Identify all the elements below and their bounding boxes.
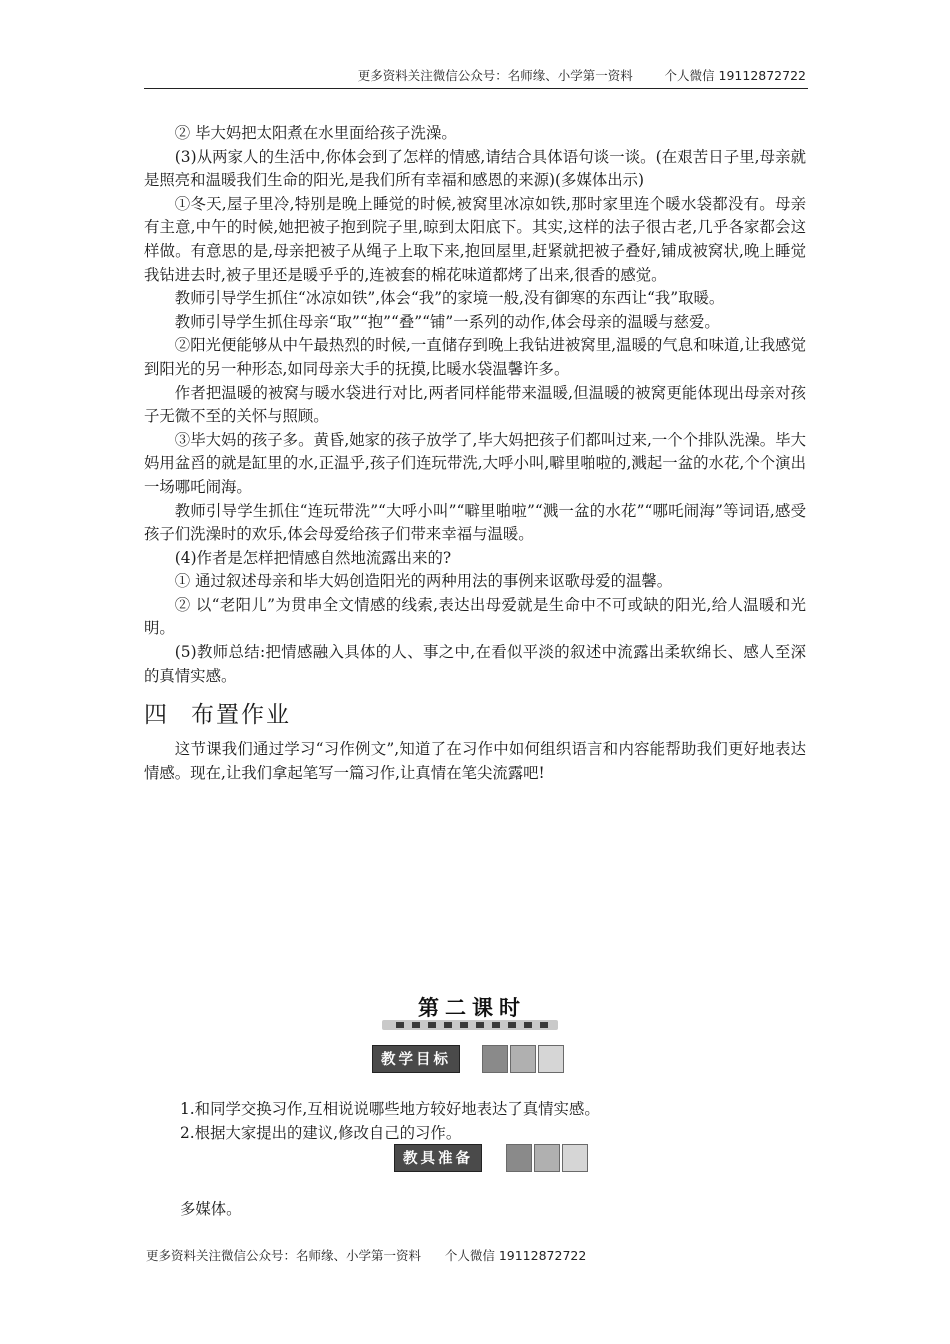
homework-paragraph: 这节课我们通过学习“习作例文”,知道了在习作中如何组织语言和内容能帮助我们更好地表达情感。现在,让我们拿起笔写一篇习作,让真情在笔尖流露吧! [144,740,806,782]
paragraph: (4)作者是怎样把情感自然地流露出来的? [174,548,452,567]
section-number: 四 [144,702,169,729]
paragraph: 作者把温暖的被窝与暖水袋进行对比,两者同样能带来温暖,但温暖的被窝更能体现出母亲对孩子无微不至的关怀与照顾。 [144,383,806,426]
goal-item: 1.和同学交换习作,互相说说哪些地方较好地表达了真情实感。 [180,1100,600,1118]
paragraph: ②阳光便能够从中午最热烈的时候,一直储存到晚上我钻进被窝里,温暖的气息和味道,让我感觉到阳光的另一种形态,如同母亲大手的抚摸,比暖水袋温馨许多。 [144,336,806,378]
lesson-banner [382,992,562,1032]
goals-tag [372,1045,582,1073]
section-heading [144,700,806,730]
paragraph: ① 通过叙述母亲和毕大妈创造阳光的两种用法的事例来讴歌母爱的温馨。 [174,572,673,591]
goals-list [180,1097,600,1145]
tools-tag-label: 教具准备 [394,1144,482,1172]
paragraph: 教师引导学生抓住母亲“取”“抱”“叠”“铺”一系列的动作,体会母亲的温暖与慈爱。 [174,312,720,331]
page-footer: 更多资料关注微信公众号：名师缘、小学第一资料 个人微信 19112872722 [146,1248,587,1263]
paragraph: 教师引导学生抓住“连玩带洗”“大呼小叫”“噼里啪啦”“溅一盆的水花”“哪吒闹海”等词语,感受孩子们洗澡时的欢乐,体会母爱给孩子们带来幸福与温暖。 [144,501,806,544]
lesson-body [144,122,806,785]
paragraph: ①冬天,屋子里冷,特别是晚上睡觉的时候,被窝里冰凉如铁,那时家里连个暖水袋都没有。母亲有主意,中午的时候,她把被子抱到院子里,晾到太阳底下。其实,这样的法子很古老,几乎各家都会这样做。有意思的是,母亲把被子从绳子上取下来,抱回屋里,赶紧就把被子叠好,铺成被窝状,晚上睡觉我钻进去时,被子里还是暖乎乎的,连被套的棉花味道都烤了出来,很香的感觉。 [144,194,806,284]
page-header: 更多资料关注微信公众号：名师缘、小学第一资料 个人微信 19112872722 [357,68,806,83]
paragraph: ② 以“老阳儿”为贯串全文情感的线索,表达出母爱就是生命中不可或缺的阳光,给人温暖和光明。 [144,595,806,638]
tools-text: 多媒体。 [180,1200,242,1218]
paragraph: ② 毕大妈把太阳煮在水里面给孩子洗澡。 [174,124,457,142]
banner-dash-bar [382,1020,558,1030]
tools-tag [394,1144,606,1172]
paragraph: (3)从两家人的生活中,你体会到了怎样的情感,请结合具体语句谈一谈。(在艰苦日子里,母亲就是照亮和温暖我们生命的阳光,是我们所有幸福和感恩的来源)(多媒体出示) [144,147,806,190]
tag-square [534,1144,560,1172]
lesson-title: 第二课时 [418,996,526,1020]
tag-square [510,1045,536,1073]
header-divider [144,88,808,89]
goal-item: 2.根据大家提出的建议,修改自己的习作。 [180,1124,462,1142]
tag-square [562,1144,588,1172]
section-title: 布置作业 [191,702,291,729]
paragraph: (5)教师总结:把情感融入具体的人、事之中,在看似平淡的叙述中流露出柔软绵长、感人至深的真情实感。 [144,643,806,685]
tag-square [538,1045,564,1073]
tag-square [482,1045,508,1073]
tag-square [506,1144,532,1172]
goals-tag-label: 教学目标 [372,1045,460,1073]
paragraph: 教师引导学生抓住“冰凉如铁”,体会“我”的家境一般,没有御寒的东西让“我”取暖。 [174,289,725,308]
paragraph: ③毕大妈的孩子多。黄昏,她家的孩子放学了,毕大妈把孩子们都叫过来,一个个排队洗澡。毕大妈用盆舀的就是缸里的水,正温乎,孩子们连玩带洗,大呼小叫,噼里啪啦的,溅起一盆的水花,个个演出一场哪吒闹海。 [144,430,806,496]
